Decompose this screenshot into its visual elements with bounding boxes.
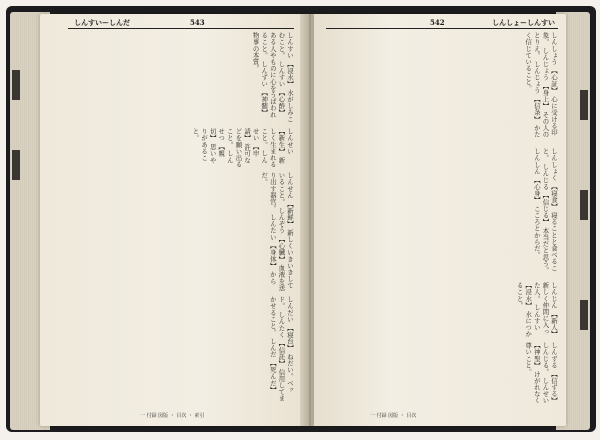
index-tab — [12, 150, 20, 180]
left-column-2: しんせい 【新生】 新しく生まれること。 しんせい 【申請】 許可などを願い出ること。 しんせつ 【親切】 思いやりがあること。 — [191, 128, 294, 168]
left-header-rule — [68, 28, 294, 29]
right-page-number: 542 — [430, 18, 445, 27]
left-footer: 一 付録 図版 ・ 目次 ・ 索引 — [140, 413, 205, 419]
left-column-1: しんすい 【浸水】 水がしみこむこと。 しんすい 【心酔】 ある人やものに心をうばわれること。 しんずい 【神髄】 物事の本質。 — [251, 32, 294, 123]
right-column-2: しんしょく 【寝食】 寝ることと食べること。 しんじる 【信じる】 本当だと思う。 しんしん 【心身】 こころとからだ。 — [532, 148, 558, 274]
right-running-head: しんしょーしんすい — [492, 18, 555, 27]
index-tab — [580, 300, 588, 330]
index-tab — [580, 90, 588, 120]
index-tab — [580, 190, 588, 220]
right-column-1: しんしょう 【心証】 心に受ける印象。 しんじょう 【身上】 その人のとりえ。 しんじょう 【信条】 かたく信じていること。 — [524, 32, 558, 138]
right-column-3: しんじん 【新人】 新しく仲間に入った人。 しんすい 【浸水】 水につかること。 — [515, 282, 558, 338]
right-header-rule — [326, 28, 558, 29]
left-running-head: しんすいーしんだ — [74, 18, 130, 27]
right-footer: 一 付録 図版 ・ 目次 — [370, 413, 417, 419]
left-column-3: しんせん 【新鮮】 新しくいきいきしていること。 しんぞう 【心臓】 血液を送り出す器官。 しんたい 【身体】 からだ。 — [260, 172, 294, 291]
left-column-4: しんだい 【寝台】 ねだい。ベッド。 しんたく 【信託】 信用してまかせること。 しんだ 【死んだ】 — [268, 296, 294, 402]
right-column-4: しんずる 【信ずる】 しんじる。 しんせい 【神聖】 けがれなく尊いこと。 — [524, 342, 558, 404]
left-page-number: 543 — [190, 18, 205, 27]
index-tab — [12, 70, 20, 100]
